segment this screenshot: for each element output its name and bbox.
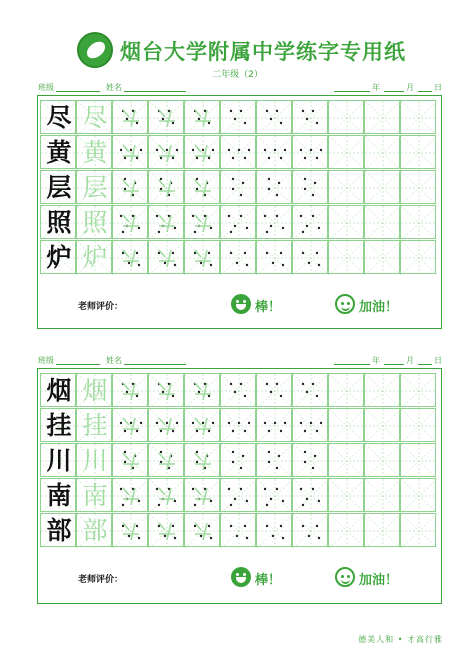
practice-cell[interactable] (112, 443, 148, 477)
tianzige-guide-lines (257, 171, 293, 205)
practice-cell[interactable] (364, 100, 400, 134)
tianzige-guide-lines (113, 101, 149, 135)
tianzige-guide-lines (365, 136, 401, 170)
model-character: 部 (46, 516, 72, 545)
tianzige-guide-lines (365, 101, 401, 135)
tianzige-guide-lines (257, 409, 293, 443)
practice-cell[interactable] (256, 478, 292, 512)
teacher-evaluation-label: 老师评价： (78, 302, 124, 312)
tianzige-guide-lines (149, 514, 185, 548)
practice-cell[interactable] (220, 100, 256, 134)
tianzige-guide-lines (329, 241, 365, 275)
tianzige-guide-lines (221, 444, 257, 478)
practice-cell[interactable] (184, 513, 220, 547)
tianzige-guide-lines (365, 171, 401, 205)
practice-cell[interactable] (364, 240, 400, 274)
praise-keep-label: 加油！ (359, 573, 399, 588)
tianzige-guide-lines (185, 444, 221, 478)
tianzige-guide-lines (365, 206, 401, 240)
practice-cell[interactable] (112, 100, 148, 134)
tianzige-guide-lines (401, 136, 437, 170)
practice-cell[interactable] (292, 513, 328, 547)
tianzige-guide-lines (329, 409, 365, 443)
trace-character: 炉 (82, 243, 108, 272)
student-info-line (38, 355, 442, 367)
trace-character: 南 (82, 481, 108, 510)
class-field[interactable] (56, 91, 100, 92)
tianzige-guide-lines (293, 374, 329, 408)
practice-row (40, 373, 440, 407)
trace-character-cell (76, 240, 112, 274)
tianzige-guide-lines (185, 101, 221, 135)
practice-cell[interactable] (220, 170, 256, 204)
school-motto: 德美人和 • 才高行雅 (358, 635, 443, 644)
practice-row (40, 478, 440, 512)
practice-cell[interactable] (328, 100, 364, 134)
practice-cell[interactable] (364, 408, 400, 442)
school-logo-icon (77, 32, 113, 68)
model-character: 烟 (46, 376, 72, 405)
practice-cell[interactable] (256, 373, 292, 407)
tianzige-guide-lines (365, 374, 401, 408)
tianzige-guide-lines (185, 479, 221, 513)
tianzige-guide-lines (113, 374, 149, 408)
practice-cell[interactable] (292, 205, 328, 239)
tianzige-guide-lines (221, 171, 257, 205)
practice-cell[interactable] (400, 240, 436, 274)
trace-character: 部 (82, 516, 108, 545)
trace-character: 黄 (82, 138, 108, 167)
model-character: 尽 (46, 103, 72, 132)
practice-cell[interactable] (220, 373, 256, 407)
trace-character-cell (76, 443, 112, 477)
model-character: 照 (46, 208, 72, 237)
trace-character-cell (76, 513, 112, 547)
practice-cell[interactable] (400, 513, 436, 547)
practice-cell[interactable] (184, 478, 220, 512)
practice-cell[interactable] (400, 373, 436, 407)
tianzige-guide-lines (221, 409, 257, 443)
model-character-cell (40, 373, 76, 407)
model-character: 层 (46, 173, 72, 202)
tianzige-guide-lines (185, 206, 221, 240)
tianzige-guide-lines (365, 409, 401, 443)
tianzige-guide-lines (221, 101, 257, 135)
practice-row (40, 408, 440, 442)
trace-character-cell (76, 170, 112, 204)
practice-section-1 (37, 95, 442, 329)
teacher-evaluation-label: 老师评价： (78, 575, 124, 585)
tianzige-guide-lines (149, 136, 185, 170)
practice-cell[interactable] (256, 205, 292, 239)
tianzige-guide-lines (401, 479, 437, 513)
tianzige-guide-lines (401, 409, 437, 443)
practice-cell[interactable] (148, 408, 184, 442)
practice-cell[interactable] (112, 513, 148, 547)
model-character: 南 (46, 481, 72, 510)
practice-row (40, 205, 440, 239)
practice-cell[interactable] (112, 170, 148, 204)
practice-cell[interactable] (400, 408, 436, 442)
praise-keep-label: 加油！ (359, 300, 399, 315)
tianzige-guide-lines (329, 136, 365, 170)
tianzige-guide-lines (293, 206, 329, 240)
day-label: 日 (434, 83, 442, 92)
trace-character: 层 (82, 173, 108, 202)
practice-cell[interactable] (184, 135, 220, 169)
practice-cell[interactable] (292, 170, 328, 204)
tianzige-guide-lines (185, 374, 221, 408)
practice-row (40, 100, 440, 134)
practice-cell[interactable] (364, 443, 400, 477)
practice-row (40, 513, 440, 547)
tianzige-guide-lines (185, 136, 221, 170)
tianzige-guide-lines (401, 101, 437, 135)
tianzige-guide-lines (329, 444, 365, 478)
tianzige-guide-lines (329, 374, 365, 408)
practice-cell[interactable] (256, 170, 292, 204)
tianzige-guide-lines (401, 444, 437, 478)
practice-cell[interactable] (112, 135, 148, 169)
trace-character: 尽 (82, 103, 108, 132)
practice-cell[interactable] (400, 478, 436, 512)
model-character-cell (40, 478, 76, 512)
tianzige-guide-lines (185, 514, 221, 548)
year-label: 年 (372, 356, 380, 365)
practice-cell[interactable] (220, 443, 256, 477)
practice-cell[interactable] (292, 478, 328, 512)
tianzige-guide-lines (401, 241, 437, 275)
month-field[interactable] (384, 91, 404, 92)
tianzige-guide-lines (113, 136, 149, 170)
class-label: 班级 (38, 83, 54, 92)
class-label: 班级 (38, 356, 54, 365)
practice-cell[interactable] (220, 478, 256, 512)
tianzige-guide-lines (365, 241, 401, 275)
practice-cell[interactable] (364, 373, 400, 407)
name-label: 姓名 (106, 356, 122, 365)
practice-cell[interactable] (184, 100, 220, 134)
practice-cell[interactable] (148, 478, 184, 512)
tianzige-guide-lines (329, 101, 365, 135)
practice-cell[interactable] (112, 240, 148, 274)
day-label: 日 (434, 356, 442, 365)
trace-character-cell (76, 478, 112, 512)
practice-cell[interactable] (220, 408, 256, 442)
practice-cell[interactable] (256, 443, 292, 477)
tianzige-guide-lines (257, 241, 293, 275)
practice-cell[interactable] (184, 170, 220, 204)
model-character-cell (40, 205, 76, 239)
practice-cell[interactable] (148, 443, 184, 477)
tianzige-guide-lines (293, 479, 329, 513)
tianzige-guide-lines (149, 206, 185, 240)
model-character-cell (40, 513, 76, 547)
practice-cell[interactable] (292, 408, 328, 442)
practice-cell[interactable] (148, 240, 184, 274)
tianzige-guide-lines (401, 206, 437, 240)
tianzige-guide-lines (329, 171, 365, 205)
tianzige-guide-lines (113, 171, 149, 205)
practice-cell[interactable] (256, 408, 292, 442)
tianzige-guide-lines (293, 171, 329, 205)
tianzige-guide-lines (149, 101, 185, 135)
tianzige-guide-lines (113, 409, 149, 443)
practice-cell[interactable] (364, 478, 400, 512)
tianzige-guide-lines (113, 479, 149, 513)
practice-cell[interactable] (328, 443, 364, 477)
tianzige-guide-lines (185, 409, 221, 443)
practice-cell[interactable] (148, 373, 184, 407)
practice-cell[interactable] (328, 170, 364, 204)
practice-row (40, 240, 440, 274)
tianzige-guide-lines (113, 514, 149, 548)
practice-cell[interactable] (184, 373, 220, 407)
model-character-cell (40, 408, 76, 442)
practice-cell[interactable] (112, 205, 148, 239)
practice-cell[interactable] (400, 443, 436, 477)
tianzige-guide-lines (149, 374, 185, 408)
trace-character-cell (76, 408, 112, 442)
tianzige-guide-lines (149, 444, 185, 478)
tianzige-guide-lines (221, 136, 257, 170)
tianzige-guide-lines (113, 206, 149, 240)
model-character: 川 (46, 446, 72, 475)
tianzige-guide-lines (365, 479, 401, 513)
practice-cell[interactable] (148, 135, 184, 169)
tianzige-guide-lines (329, 206, 365, 240)
year-field[interactable] (334, 364, 370, 365)
model-character-cell (40, 170, 76, 204)
tianzige-guide-lines (365, 514, 401, 548)
tianzige-guide-lines (221, 241, 257, 275)
practice-cell[interactable] (184, 443, 220, 477)
tianzige-guide-lines (293, 101, 329, 135)
praise-good-label: 棒！ (255, 300, 282, 315)
tianzige-guide-lines (221, 479, 257, 513)
model-character: 挂 (46, 411, 72, 440)
month-label: 月 (406, 356, 414, 365)
tianzige-guide-lines (185, 241, 221, 275)
tianzige-guide-lines (221, 514, 257, 548)
practice-cell[interactable] (364, 513, 400, 547)
tianzige-guide-lines (401, 374, 437, 408)
practice-cell[interactable] (148, 100, 184, 134)
practice-cell[interactable] (220, 135, 256, 169)
tianzige-guide-lines (329, 514, 365, 548)
tianzige-guide-lines (257, 206, 293, 240)
grade-subtitle: 二年级（2） (212, 70, 263, 80)
practice-row (40, 443, 440, 477)
practice-cell[interactable] (292, 240, 328, 274)
tianzige-guide-lines (149, 409, 185, 443)
practice-cell[interactable] (148, 170, 184, 204)
day-field[interactable] (418, 91, 432, 92)
tianzige-guide-lines (257, 136, 293, 170)
practice-cell[interactable] (256, 100, 292, 134)
trace-character: 川 (82, 446, 108, 475)
tianzige-guide-lines (185, 171, 221, 205)
practice-cell[interactable] (400, 170, 436, 204)
tianzige-guide-lines (113, 241, 149, 275)
tianzige-guide-lines (257, 374, 293, 408)
model-character: 炉 (46, 243, 72, 272)
practice-cell[interactable] (292, 135, 328, 169)
model-character-cell (40, 240, 76, 274)
tianzige-guide-lines (257, 514, 293, 548)
tianzige-guide-lines (293, 241, 329, 275)
trace-character-cell (76, 205, 112, 239)
smiling-face-icon[interactable] (335, 567, 355, 587)
practice-cell[interactable] (184, 240, 220, 274)
tianzige-guide-lines (113, 444, 149, 478)
trace-character: 挂 (82, 411, 108, 440)
tianzige-guide-lines (221, 206, 257, 240)
tianzige-guide-lines (221, 374, 257, 408)
practice-row (40, 170, 440, 204)
practice-cell[interactable] (256, 513, 292, 547)
practice-cell[interactable] (148, 513, 184, 547)
name-label: 姓名 (106, 83, 122, 92)
tianzige-guide-lines (149, 241, 185, 275)
tianzige-guide-lines (365, 444, 401, 478)
practice-cell[interactable] (184, 408, 220, 442)
name-field[interactable] (124, 91, 186, 92)
page-title: 烟台大学附属中学练字专用纸 (120, 40, 406, 64)
student-info-line (38, 82, 442, 94)
practice-cell[interactable] (328, 513, 364, 547)
cheering-face-icon[interactable] (231, 294, 251, 314)
practice-cell[interactable] (292, 373, 328, 407)
practice-cell[interactable] (328, 373, 364, 407)
practice-cell[interactable] (328, 478, 364, 512)
practice-cell[interactable] (256, 240, 292, 274)
tianzige-guide-lines (257, 479, 293, 513)
month-label: 月 (406, 83, 414, 92)
practice-cell[interactable] (292, 443, 328, 477)
year-label: 年 (372, 83, 380, 92)
practice-cell[interactable] (328, 240, 364, 274)
practice-cell[interactable] (220, 240, 256, 274)
practice-cell[interactable] (112, 373, 148, 407)
tianzige-guide-lines (401, 514, 437, 548)
practice-cell[interactable] (328, 408, 364, 442)
practice-cell[interactable] (400, 100, 436, 134)
practice-cell[interactable] (328, 205, 364, 239)
cheering-face-icon[interactable] (231, 567, 251, 587)
tianzige-guide-lines (257, 101, 293, 135)
practice-cell[interactable] (112, 408, 148, 442)
trace-character: 照 (82, 208, 108, 237)
practice-cell[interactable] (400, 205, 436, 239)
practice-cell[interactable] (220, 513, 256, 547)
tianzige-guide-lines (329, 479, 365, 513)
tianzige-guide-lines (257, 444, 293, 478)
practice-cell[interactable] (148, 205, 184, 239)
practice-cell[interactable] (292, 100, 328, 134)
year-field[interactable] (334, 91, 370, 92)
model-character: 黄 (46, 138, 72, 167)
tianzige-guide-lines (293, 514, 329, 548)
month-field[interactable] (384, 364, 404, 365)
tianzige-guide-lines (293, 136, 329, 170)
trace-character: 烟 (82, 376, 108, 405)
practice-cell[interactable] (184, 205, 220, 239)
smiling-face-icon[interactable] (335, 294, 355, 314)
practice-cell[interactable] (220, 205, 256, 239)
practice-cell[interactable] (112, 478, 148, 512)
tianzige-guide-lines (149, 479, 185, 513)
practice-section-2 (37, 368, 442, 604)
trace-character-cell (76, 135, 112, 169)
class-field[interactable] (56, 364, 100, 365)
practice-cell[interactable] (364, 135, 400, 169)
practice-cell[interactable] (364, 205, 400, 239)
praise-good-label: 棒！ (255, 573, 282, 588)
trace-character-cell (76, 100, 112, 134)
practice-row (40, 135, 440, 169)
tianzige-guide-lines (401, 171, 437, 205)
tianzige-guide-lines (293, 409, 329, 443)
day-field[interactable] (418, 364, 432, 365)
practice-cell[interactable] (256, 135, 292, 169)
tianzige-guide-lines (293, 444, 329, 478)
tianzige-guide-lines (149, 171, 185, 205)
name-field[interactable] (124, 364, 186, 365)
model-character-cell (40, 135, 76, 169)
trace-character-cell (76, 373, 112, 407)
practice-cell[interactable] (400, 135, 436, 169)
model-character-cell (40, 100, 76, 134)
model-character-cell (40, 443, 76, 477)
practice-cell[interactable] (364, 170, 400, 204)
practice-cell[interactable] (328, 135, 364, 169)
